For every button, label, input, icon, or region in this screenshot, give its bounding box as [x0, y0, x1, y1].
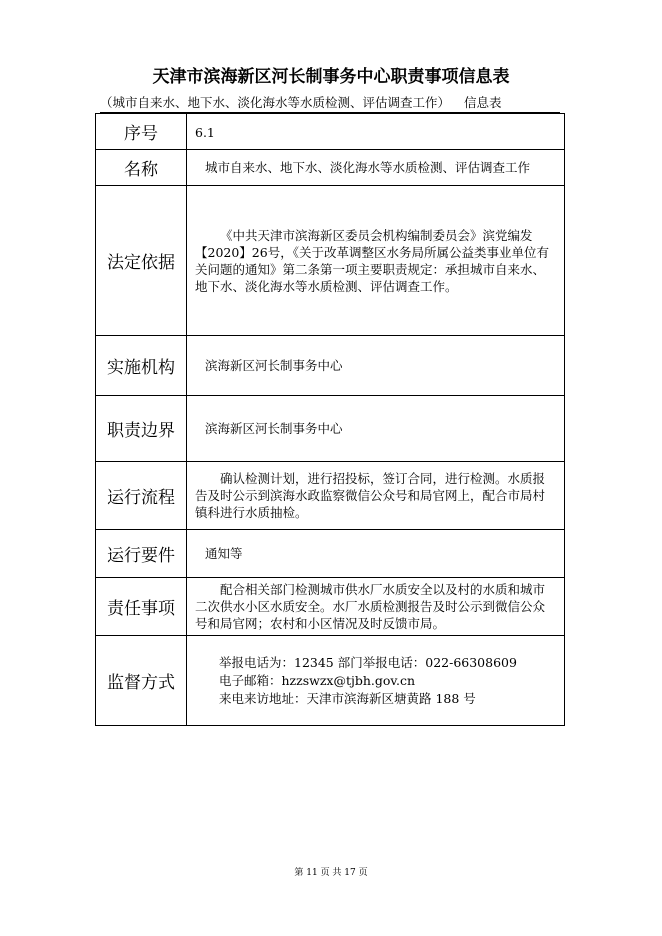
row-label: 责任事项	[96, 578, 187, 636]
row-legal	[96, 186, 565, 336]
subtitle-main: （城市自来水、地下水、淡化海水等水质检测、评估调查工作）	[100, 95, 451, 110]
row-label: 职责边界	[96, 396, 187, 462]
document-subtitle	[100, 94, 560, 113]
row-supervision	[96, 636, 565, 726]
row-value: 配合相关部门检测城市供水厂水质安全以及村的水质和城市二次供水小区水质安全。水厂水质检测报告及时公示到微信公众号和局官网；农村和小区情况及时反馈市局。	[187, 578, 565, 636]
row-value: 滨海新区河长制事务中心	[187, 396, 565, 462]
row-label: 法定依据	[96, 186, 187, 336]
row-name	[96, 150, 565, 186]
row-value: 滨海新区河长制事务中心	[187, 336, 565, 396]
row-value: 《中共天津市滨海新区委员会机构编制委员会》滨党编发【2020】26号，《关于改革调整区水务局所属公益类事业单位有关问题的通知》第二条第一项主要职责规定：承担城市自来水、地下水、淡化海水等水质检测、评估调查工作。	[187, 186, 565, 336]
row-value: 通知等	[187, 530, 565, 578]
row-label: 监督方式	[96, 636, 187, 726]
row-responsibility	[96, 578, 565, 636]
row-agency	[96, 336, 565, 396]
row-label: 名称	[96, 150, 187, 186]
row-seq	[96, 114, 565, 150]
row-label: 运行要件	[96, 530, 187, 578]
email-address: 电子邮箱：hzzswzx@tjbh.gov.cn	[219, 672, 416, 688]
row-value	[187, 636, 565, 726]
row-label: 实施机构	[96, 336, 187, 396]
subtitle-suffix: 信息表	[464, 95, 502, 110]
row-value: 城市自来水、地下水、淡化海水等水质检测、评估调查工作	[187, 150, 565, 186]
row-label: 序号	[96, 114, 187, 150]
row-process	[96, 462, 565, 530]
row-value: 确认检测计划，进行招投标，签订合同，进行检测。水质报告及时公示到滨海水政监察微信公众号和局官网上，配合市局村镇科进行水质抽检。	[187, 462, 565, 530]
page-number: 第 11 页 共 17 页	[294, 868, 368, 878]
row-value: 6.1	[187, 114, 565, 150]
info-table	[95, 113, 565, 726]
row-elements	[96, 530, 565, 578]
row-label: 运行流程	[96, 462, 187, 530]
row-boundary	[96, 396, 565, 462]
report-phone: 举报电话为：12345 部门举报电话：022-66308609	[219, 654, 517, 670]
visit-address: 来电来访地址：天津市滨海新区塘黄路 188 号	[219, 690, 476, 706]
document-title: 天津市滨海新区河长制事务中心职责事项信息表	[152, 67, 510, 87]
